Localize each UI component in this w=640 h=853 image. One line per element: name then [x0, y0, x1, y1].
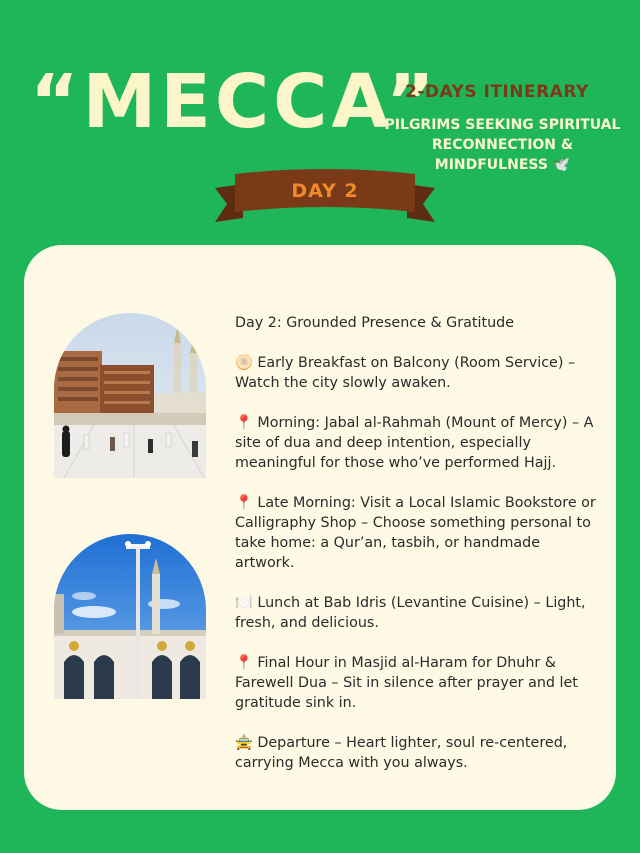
- itinerary-heading: Day 2: Grounded Presence & Gratitude: [235, 315, 514, 331]
- itinerary-item-text: Final Hour in Masjid al-Haram for Dhuhr & Farewell Dua – Sit in silence after prayer and let gratitude sink in.: [235, 655, 578, 711]
- itinerary-item: [235, 593, 600, 633]
- plate-icon: 🍽️: [235, 595, 253, 611]
- itinerary-item: [235, 413, 600, 473]
- header: [0, 55, 640, 173]
- itinerary-item: [235, 733, 600, 773]
- mosque-courtyard-image: [54, 313, 206, 478]
- itinerary-text: [235, 313, 600, 773]
- taxi-icon: 🚖: [235, 735, 253, 751]
- itinerary-item: [235, 493, 600, 573]
- itinerary-item: [235, 353, 600, 393]
- itinerary-item: [235, 653, 600, 713]
- tagline-text: PILGRIMS SEEKING SPIRITUAL RECONNECTION & MINDFULNESS: [384, 117, 621, 173]
- itinerary-item-text: Late Morning: Visit a Local Islamic Bookstore or Calligraphy Shop – Choose something personal to take home: a Qur’an, tasbih, or handmade artwork.: [235, 495, 596, 571]
- pin-icon: 📍: [235, 655, 253, 671]
- itinerary-item-text: Lunch at Bab Idris (Levantine Cuisine) – Light, fresh, and delicious.: [235, 595, 586, 631]
- page-title: “MECCA”: [30, 59, 439, 145]
- pin-icon: 📍: [235, 495, 253, 511]
- itinerary-subtitle: 2-DAYS ITINERARY: [405, 82, 589, 102]
- itinerary-item-text: Morning: Jabal al-Rahmah (Mount of Mercy) – A site of dua and deep intention, especially meaningful for those who’ve performed Hajj.: [235, 415, 594, 471]
- itinerary-item-text: Departure – Heart lighter, soul re-centered, carrying Mecca with you always.: [235, 735, 568, 771]
- day-ribbon: [215, 166, 435, 224]
- itinerary-item-text: Early Breakfast on Balcony (Room Service) – Watch the city slowly awaken.: [235, 355, 576, 391]
- pin-icon: 📍: [235, 415, 253, 431]
- day-label: DAY 2: [291, 180, 359, 202]
- mosque-exterior-image: [54, 534, 206, 699]
- bread-icon: 🫓: [235, 355, 253, 371]
- dove-icon: 🕊️: [552, 157, 571, 173]
